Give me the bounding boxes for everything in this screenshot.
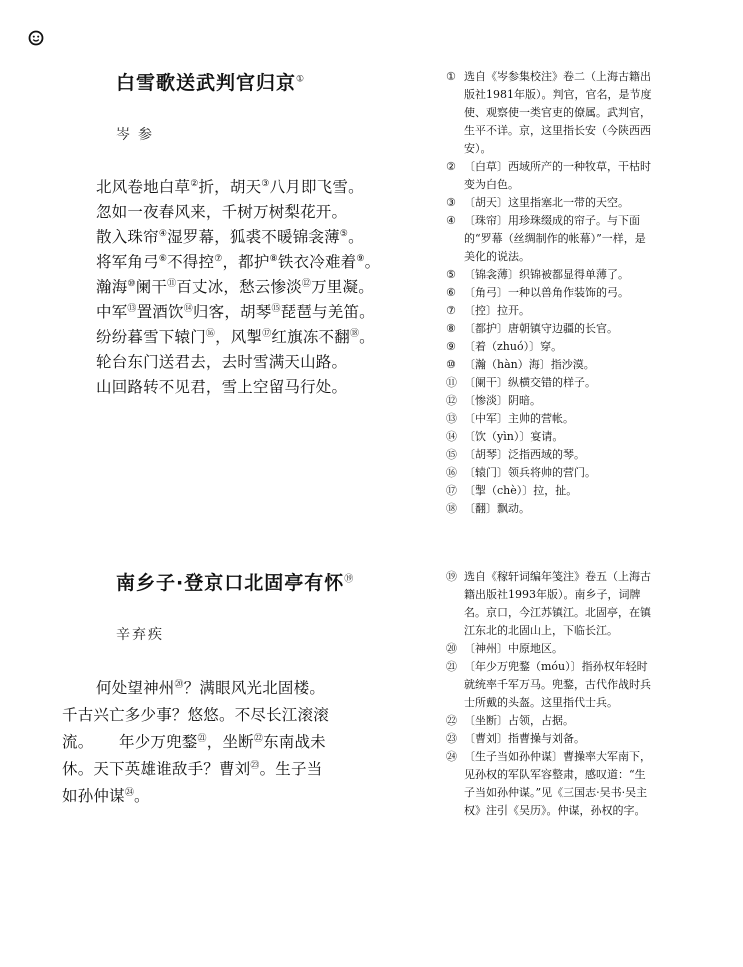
poem-line: 散入珠帘④湿罗幕，狐裘不暖锦衾薄⑤。: [96, 228, 364, 246]
note-item: ⑪ 〔阑干〕纵横交错的样子。: [446, 376, 596, 389]
note-item: ⑥ 〔角弓〕一种以兽角作装饰的弓。: [446, 286, 629, 299]
poem-line: 山回路转不见君，雪上空留马行处。: [96, 378, 348, 396]
note-item: ⑮ 〔胡琴〕泛指西域的琴。: [446, 448, 585, 461]
note-item: ③ 〔胡天〕这里指塞北一带的天空。: [446, 196, 629, 209]
smiley-icon: [28, 30, 44, 46]
note-item: ⑩ 〔瀚（hàn）海〕指沙漠。: [446, 358, 595, 371]
note-item: ① 选自《岑参集校注》卷二（上海古籍出版社1981年版）。判官，官名，是节度使、观察使一类官吏的僚属。武判官，生平不详。京，这里指长安（今陕西西安）。: [446, 70, 652, 155]
note-item: ⑲ 选自《稼轩词编年笺注》卷五（上海古籍出版社1993年版）。南乡子，词牌名。京口，今江苏镇江。北固亭，在镇江东北的北固山上，下临长江。: [446, 570, 651, 637]
poem-line: 中军⑬置酒饮⑭归客，胡琴⑮琵琶与羌笛。: [96, 303, 375, 321]
note-item: ⑱ 〔翻〕飘动。: [446, 502, 530, 515]
prose-line: 流。 年少万兜鍪$^㉑$，坐断$^㉒$东南战未: [62, 733, 326, 751]
poem2-title: 南乡子·登京口北固亭有怀⑲: [116, 572, 355, 594]
note-item: ⑦ 〔控〕拉开。: [446, 304, 530, 317]
note-item: ④ 〔珠帘〕用珍珠缀成的帘子。与下面的“罗幕（丝绸制作的帐幕）”一样，是美化的说法。: [446, 214, 646, 263]
note-item: ⑨ 〔着（zhuó）〕穿。: [446, 340, 563, 353]
prose-line: 千古兴亡多少事？悠悠。不尽长江滚滚: [62, 706, 329, 724]
note-item: ⑤ 〔锦衾薄〕织锦被都显得单薄了。: [446, 268, 629, 281]
note-item: ㉔ 〔生子当如孙仲谋〕曹操率大军南下，见孙权的军队军容整肃，感叹道：“生子当如孙仲谋。”见《三国志·吴书·吴主权》注引《吴历》。仲谋，孙权的字。: [446, 750, 651, 817]
notes-poem1: [446, 68, 656, 518]
poem1-title-note: ①: [296, 74, 306, 85]
note-item: ㉑ 〔年少万兜鍪（móu）〕指孙权年轻时就统率千军万马。兜鍪，古代作战时兵士所戴的头盔。这里指代士兵。: [446, 660, 651, 709]
prose-line: 如孙仲谋$^㉔$。: [62, 787, 150, 805]
note-item: ⑫ 〔惨淡〕阴暗。: [446, 394, 541, 407]
poem2-title-note: ⑲: [344, 574, 355, 585]
poem-line: 将军角弓⑥不得控⑦，都护⑧铁衣冷难着⑨。: [96, 253, 381, 271]
poem2-author: 辛弃疾: [116, 627, 164, 643]
note-item: ⑧ 〔都护〕唐朝镇守边疆的长官。: [446, 322, 618, 335]
note-item: ⑭ 〔饮（yìn）〕宴请。: [446, 430, 564, 443]
note-item: ⑬ 〔中军〕主帅的营帐。: [446, 412, 574, 425]
poem-line: 纷纷暮雪下辕门⑯，风掣⑰红旗冻不翻⑱。: [96, 328, 375, 346]
notes-poem2: [446, 568, 656, 820]
prose-line: 休。天下英雄谁敌手？曹刘$^㉓$。生子当: [62, 760, 323, 778]
note-item: ㉒ 〔坐断〕占领，占据。: [446, 714, 574, 727]
poem-line: 北风卷地白草②折，胡天③八月即飞雪。: [96, 178, 364, 196]
note-item: ㉓ 〔曹刘〕指曹操与刘备。: [446, 732, 585, 745]
note-item: ⑰ 〔掣（chè）〕拉，扯。: [446, 484, 578, 497]
poem1-title: 白雪歌送武判官归京①: [116, 72, 306, 94]
note-item: ⑳ 〔神州〕中原地区。: [446, 642, 563, 655]
poem-line: 忽如一夜春风来，千树万树梨花开。: [96, 203, 348, 221]
poem-line: 瀚海⑩阑干⑪百丈冰，愁云惨淡⑫万里凝。: [96, 278, 374, 296]
prose-line: 何处望神州⑳？满眼风光北固楼。: [96, 679, 326, 697]
poem-line: 轮台东门送君去，去时雪满天山路。: [96, 353, 348, 371]
poem1-body: [96, 175, 426, 400]
poem1-author: 岑参: [116, 127, 160, 143]
note-item: ② 〔白草〕西域所产的一种牧草，干枯时变为白色。: [446, 160, 651, 191]
poem2-body: [62, 675, 392, 810]
note-item: ⑯ 〔辕门〕领兵将帅的营门。: [446, 466, 596, 479]
